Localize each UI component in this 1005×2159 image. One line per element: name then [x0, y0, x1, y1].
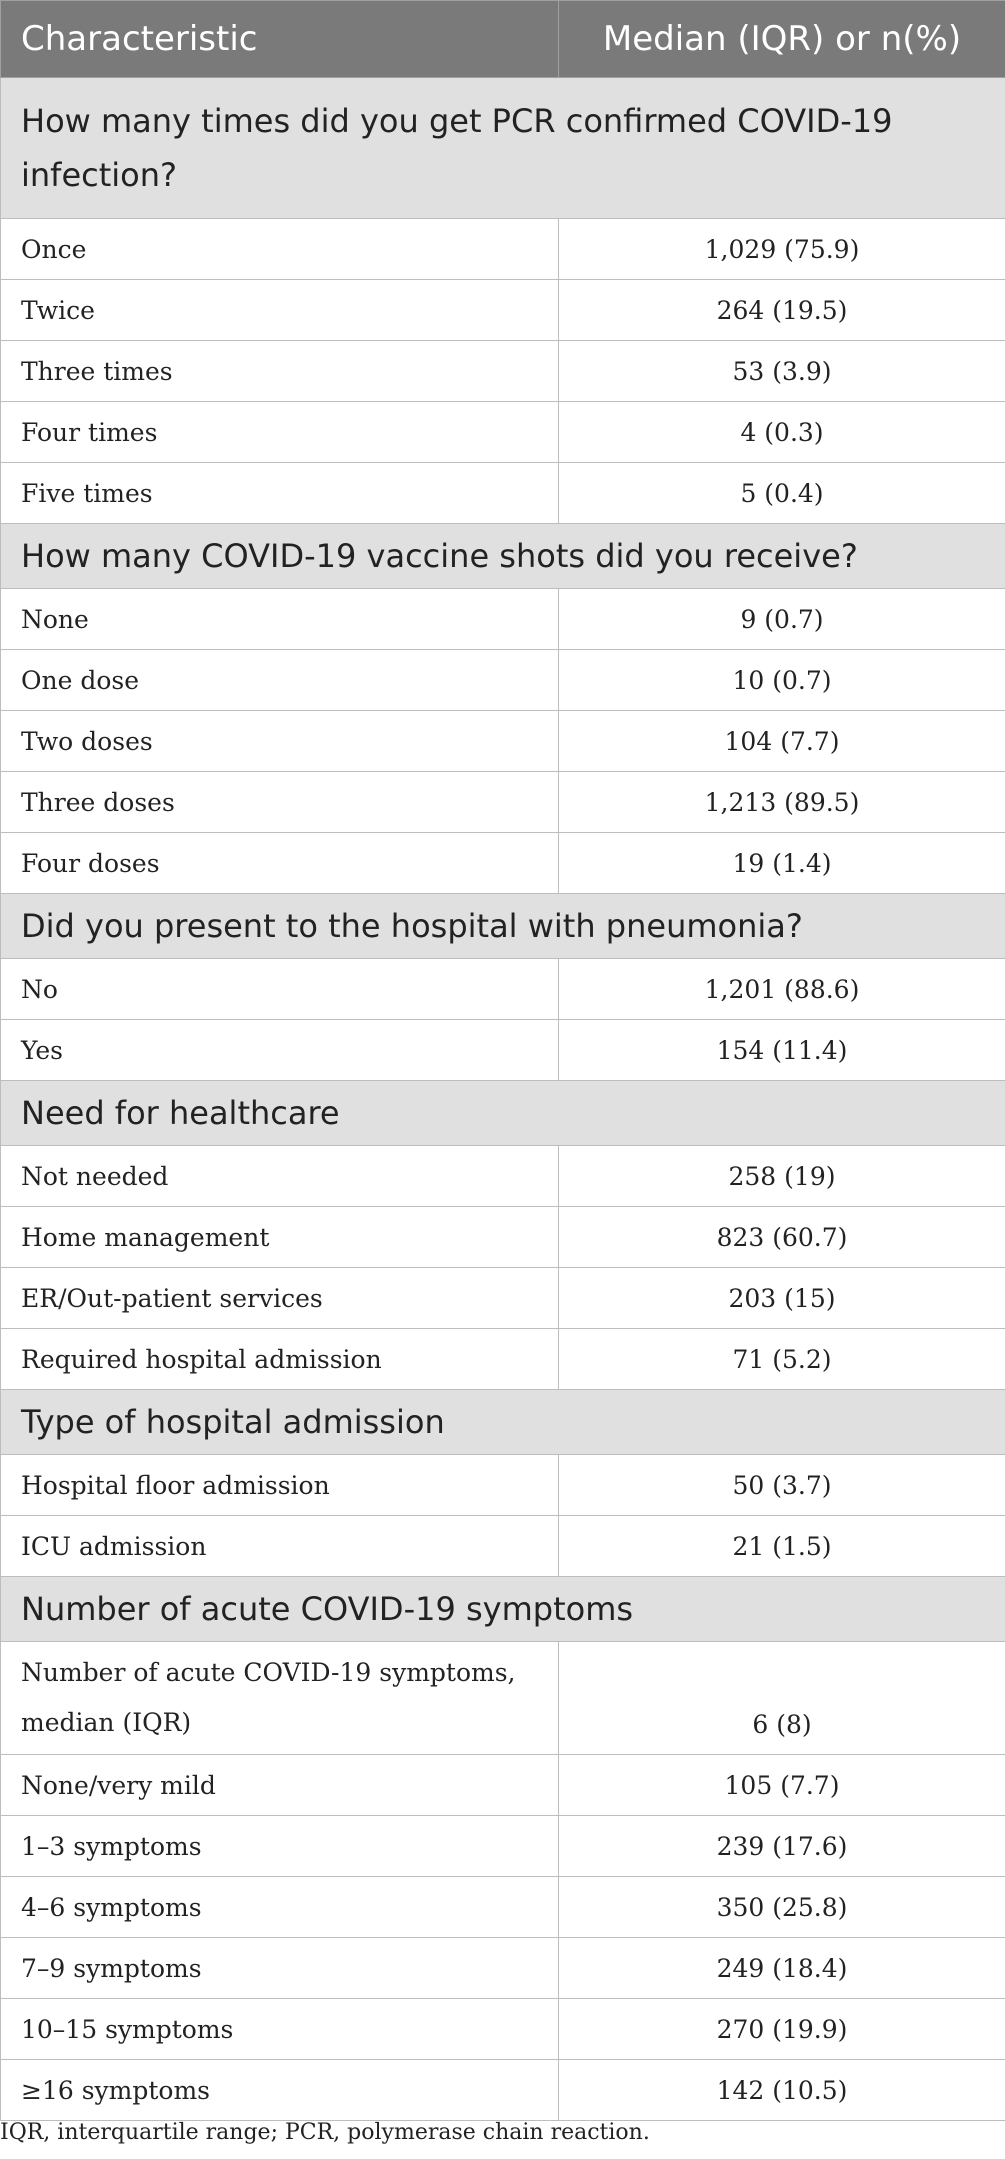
table-row: [1, 1877, 1005, 1938]
row-value: 350 (25.8): [559, 1877, 1005, 1938]
row-value: 823 (60.7): [559, 1207, 1005, 1268]
section-header-row: [1, 894, 1005, 959]
table-row: [1, 341, 1005, 402]
table-row: [1, 1146, 1005, 1207]
section-title: Need for healthcare: [1, 1081, 1005, 1146]
row-label: None/very mild: [1, 1755, 559, 1816]
section-title: How many COVID-19 vaccine shots did you receive?: [1, 524, 1005, 589]
row-label: Three doses: [1, 772, 559, 833]
row-label: ICU admission: [1, 1516, 559, 1577]
row-label: Four times: [1, 402, 559, 463]
table-header-row: [1, 1, 1005, 78]
row-value: 258 (19): [559, 1146, 1005, 1207]
table-row: [1, 1207, 1005, 1268]
row-label: 1–3 symptoms: [1, 1816, 559, 1877]
row-label: One dose: [1, 650, 559, 711]
section-title: How many times did you get PCR confirmed COVID-19 infection?: [1, 78, 1005, 219]
section-title: Did you present to the hospital with pneumonia?: [1, 894, 1005, 959]
row-value: 203 (15): [559, 1268, 1005, 1329]
table-row: [1, 1642, 1005, 1755]
row-label: Hospital floor admission: [1, 1455, 559, 1516]
table-row: [1, 1020, 1005, 1081]
table-row: [1, 959, 1005, 1020]
row-label: 10–15 symptoms: [1, 1999, 559, 2060]
table-row: [1, 1268, 1005, 1329]
header-characteristic: Characteristic: [1, 1, 559, 78]
row-label: Four doses: [1, 833, 559, 894]
table-row: [1, 219, 1005, 280]
row-label: Three times: [1, 341, 559, 402]
row-label: Required hospital admission: [1, 1329, 559, 1390]
table-row: [1, 1329, 1005, 1390]
table-row: [1, 463, 1005, 524]
row-label: Home management: [1, 1207, 559, 1268]
row-label: Number of acute COVID-19 symptoms, median (IQR): [1, 1642, 559, 1755]
row-value: 249 (18.4): [559, 1938, 1005, 1999]
row-value: 105 (7.7): [559, 1755, 1005, 1816]
row-value: 9 (0.7): [559, 589, 1005, 650]
row-label: 7–9 symptoms: [1, 1938, 559, 1999]
section-header-row: [1, 1390, 1005, 1455]
section-title: Type of hospital admission: [1, 1390, 1005, 1455]
row-label: Not needed: [1, 1146, 559, 1207]
header-median-iqr: Median (IQR) or n(%): [559, 1, 1005, 78]
row-value: 154 (11.4): [559, 1020, 1005, 1081]
row-label: ER/Out-patient services: [1, 1268, 559, 1329]
table-row: [1, 1516, 1005, 1577]
row-value: 1,029 (75.9): [559, 219, 1005, 280]
row-label: Twice: [1, 280, 559, 341]
row-value: 270 (19.9): [559, 1999, 1005, 2060]
row-value: 142 (10.5): [559, 2060, 1005, 2121]
table-row: [1, 833, 1005, 894]
table-row: [1, 711, 1005, 772]
row-value: 21 (1.5): [559, 1516, 1005, 1577]
table-row: [1, 280, 1005, 341]
table-footnote: IQR, interquartile range; PCR, polymerase chain reaction.: [0, 2120, 650, 2145]
table-row: [1, 1755, 1005, 1816]
row-label: Yes: [1, 1020, 559, 1081]
row-value: 19 (1.4): [559, 833, 1005, 894]
table-row: [1, 772, 1005, 833]
row-value: 5 (0.4): [559, 463, 1005, 524]
row-value: 264 (19.5): [559, 280, 1005, 341]
row-label: Once: [1, 219, 559, 280]
section-header-row: [1, 78, 1005, 219]
table-row: [1, 1999, 1005, 2060]
table-row: [1, 1816, 1005, 1877]
row-value: 53 (3.9): [559, 341, 1005, 402]
row-label: Two doses: [1, 711, 559, 772]
row-value: 71 (5.2): [559, 1329, 1005, 1390]
row-value: 6 (8): [559, 1642, 1005, 1755]
table-row: [1, 402, 1005, 463]
row-value: 1,213 (89.5): [559, 772, 1005, 833]
row-value: 4 (0.3): [559, 402, 1005, 463]
table-row: [1, 650, 1005, 711]
row-label: 4–6 symptoms: [1, 1877, 559, 1938]
row-value: 50 (3.7): [559, 1455, 1005, 1516]
row-label: No: [1, 959, 559, 1020]
row-value: 104 (7.7): [559, 711, 1005, 772]
row-value: 239 (17.6): [559, 1816, 1005, 1877]
table-row: [1, 2060, 1005, 2121]
row-value: 10 (0.7): [559, 650, 1005, 711]
row-value: 1,201 (88.6): [559, 959, 1005, 1020]
section-header-row: [1, 1081, 1005, 1146]
row-label: ≥16 symptoms: [1, 2060, 559, 2121]
section-header-row: [1, 524, 1005, 589]
table-row: [1, 1455, 1005, 1516]
section-header-row: [1, 1577, 1005, 1642]
section-title: Number of acute COVID-19 symptoms: [1, 1577, 1005, 1642]
table-row: [1, 1938, 1005, 1999]
row-label: Five times: [1, 463, 559, 524]
table-row: [1, 589, 1005, 650]
row-label: None: [1, 589, 559, 650]
